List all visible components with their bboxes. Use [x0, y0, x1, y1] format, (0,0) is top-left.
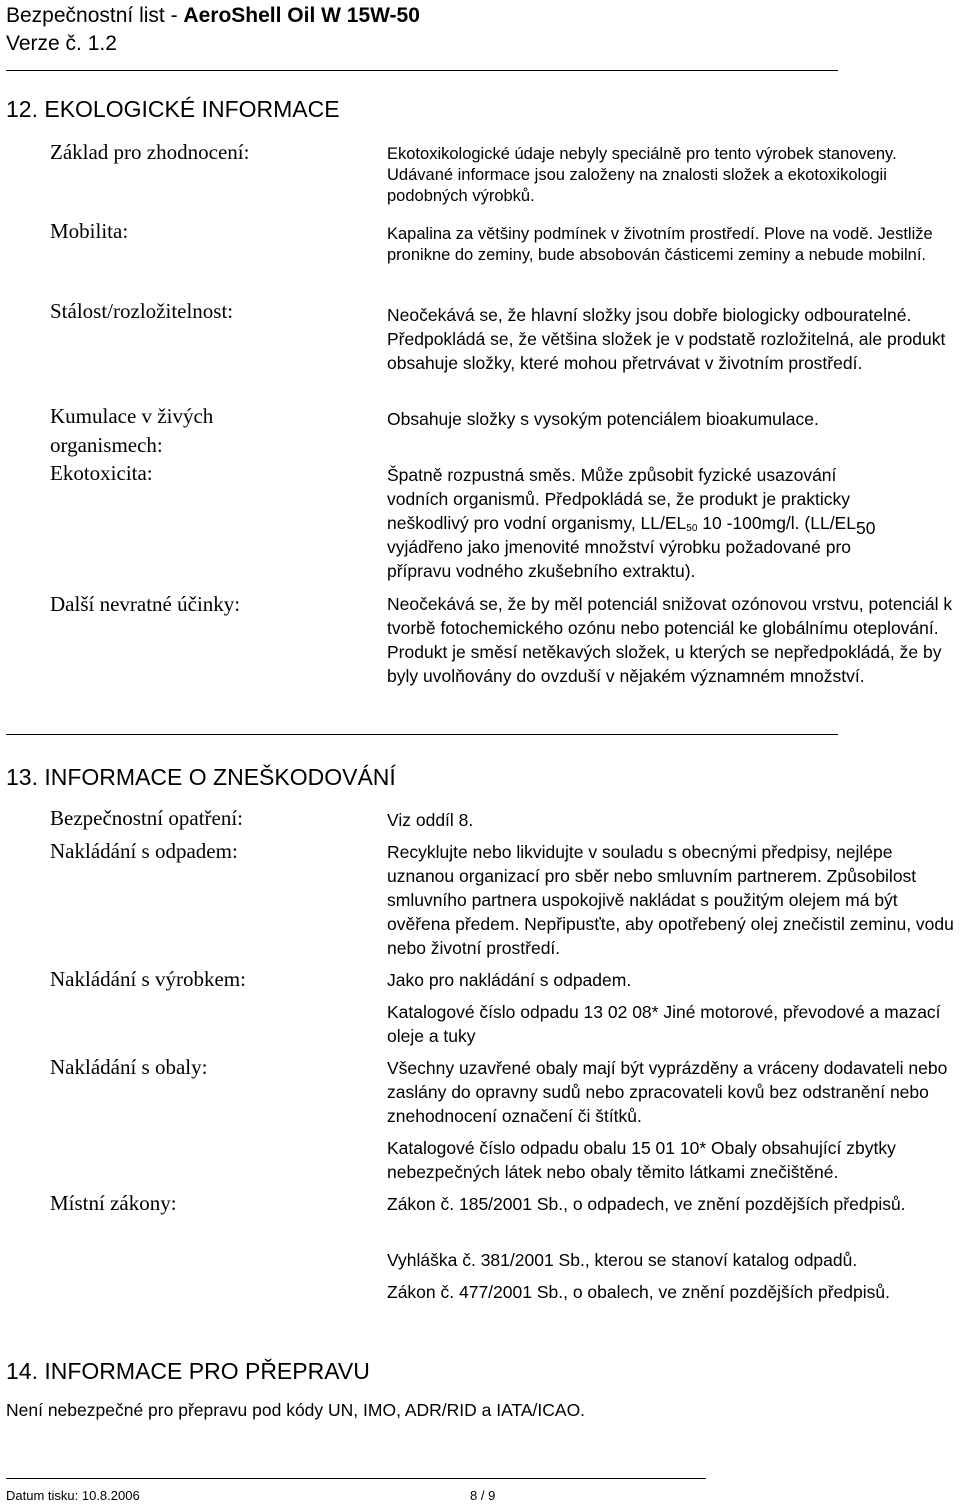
ecotox-line: vodních organismů. Předpokládá se, že produkt je prakticky	[387, 489, 851, 509]
section-12-divider	[6, 734, 838, 735]
basis-text: Ekotoxikologické údaje nebyly speciálně pro tento výrobek stanoveny. Udávané informace jsou založeny na znalosti složek a ekotoxikologii podobných výrobků.	[387, 145, 897, 205]
footer-divider	[6, 1478, 706, 1479]
basis-label: Základ pro zhodnocení:	[50, 140, 250, 164]
law-text: Vyhláška č. 381/2001 Sb., kterou se stanoví katalog odpadů.	[387, 1250, 858, 1270]
ecotox-line: vyjádřeno jako jmenovité množství výrobku požadované pro	[387, 537, 851, 557]
bioacc-label-line1: Kumulace v živých	[50, 404, 214, 428]
mobility-label: Mobilita:	[50, 219, 129, 243]
waste-label: Nakládání s odpadem:	[50, 839, 238, 863]
bioacc-text: Obsahuje složky s vysokým potenciálem bioakumulace.	[387, 409, 819, 429]
other-effects-label: Další nevratné účinky:	[50, 592, 241, 616]
persistence-label: Stálost/rozložitelnost:	[50, 299, 234, 323]
law-text: Zákon č. 477/2001 Sb., o obalech, ve znění pozdějších předpisů.	[387, 1282, 890, 1302]
ecotox-text	[387, 463, 959, 583]
header-divider	[6, 70, 838, 71]
section-13-title: 13. INFORMACE O ZNEŠKODOVÁNÍ	[6, 764, 396, 790]
ecotox-line: neškodlivý pro vodní organismy, $LL/EL_{50}$ 10 -100mg/l. (LL/EL50	[387, 513, 876, 538]
waste-catalog-text: Katalogové číslo odpadu 13 02 08* Jiné motorové, převodové a mazací oleje a tuky	[387, 1002, 941, 1046]
ecotox-label: Ekotoxicita:	[50, 461, 153, 485]
packaging-catalog-text: Katalogové číslo odpadu obalu 15 01 10* Obaly obsahující zbytky nebezpečných látek nebo obaly těmito látkami znečištěné.	[387, 1138, 896, 1182]
packaging-text: Všechny uzavřené obaly mají být vyprázděny a vráceny dodavateli nebo zaslány do opravny sudů nebo zpracovateli kovů bez odstranění nebo znehodnocení označení či štítků.	[387, 1058, 948, 1126]
ecotox-line: Špatně rozpustná směs. Může způsobit fyzické usazování	[387, 465, 837, 485]
ecotox-line: přípravu vodného zkušebního extraktu).	[387, 561, 696, 581]
title-prefix: Bezpečnostní list -	[6, 4, 184, 27]
local-laws-label: Místní zákony:	[50, 1191, 177, 1215]
other-effects-text: Neočekává se, že by měl potenciál snižovat ozónovou vrstvu, potenciál k tvorbě fotochemického ozónu nebo potenciál ke globálnímu oteplování. Produkt je směsí netěkavých složek, u kterých se nepředpokládá, že by byly uvolňovány do ovzduší v nějakém významném množství.	[387, 594, 953, 686]
print-date: Datum tisku: 10.8.2006	[6, 1488, 140, 1503]
safety-label: Bezpečnostní opatření:	[50, 806, 244, 830]
document-version: Verze č. 1.2	[6, 32, 117, 55]
persistence-text: Neočekává se, že hlavní složky jsou dobře biologicky odbouratelné. Předpokládá se, že většina složek je v podstatě rozložitelná, ale produkt obsahuje složky, které mohou přetrvávat v životním prostředí.	[387, 305, 946, 373]
packaging-label: Nakládání s obaly:	[50, 1055, 208, 1079]
bioacc-label-line2: organismech:	[50, 433, 163, 457]
safety-text: Viz oddíl 8.	[387, 810, 474, 830]
product-disposal-label: Nakládání s výrobkem:	[50, 967, 246, 991]
document-title	[6, 4, 420, 28]
transport-text: Není nebezpečné pro přepravu pod kódy UN, IMO, ADR/RID a IATA/ICAO.	[6, 1400, 586, 1420]
law-text: Zákon č. 185/2001 Sb., o odpadech, ve znění pozdějších předpisů.	[387, 1194, 906, 1214]
product-disposal-text: Jako pro nakládání s odpadem.	[387, 970, 632, 990]
mobility-text: Kapalina za většiny podmínek v životním prostředí. Plove na vodě. Jestliže pronikne do zeminy, bude absobován částicemi zeminy a nebude mobilní.	[387, 225, 933, 264]
waste-text: Recyklujte nebo likvidujte v souladu s obecnými předpisy, nejlépe uznanou organizací pro sběr nebo smluvním partnerem. Způsobilost smluvního partnera uspokojivě nakládat s použitým olejem má být ověřena předem. Nepřipusťte, aby opotřebený olej znečistil zeminu, vodu nebo životní prostředí.	[387, 842, 954, 958]
section-14-title: 14. INFORMACE PRO PŘEPRAVU	[6, 1358, 370, 1384]
section-12-title: 12. EKOLOGICKÉ INFORMACE	[6, 96, 340, 122]
page-number: 8 / 9	[470, 1488, 496, 1503]
product-name: AeroShell Oil W 15W-50	[183, 4, 420, 27]
